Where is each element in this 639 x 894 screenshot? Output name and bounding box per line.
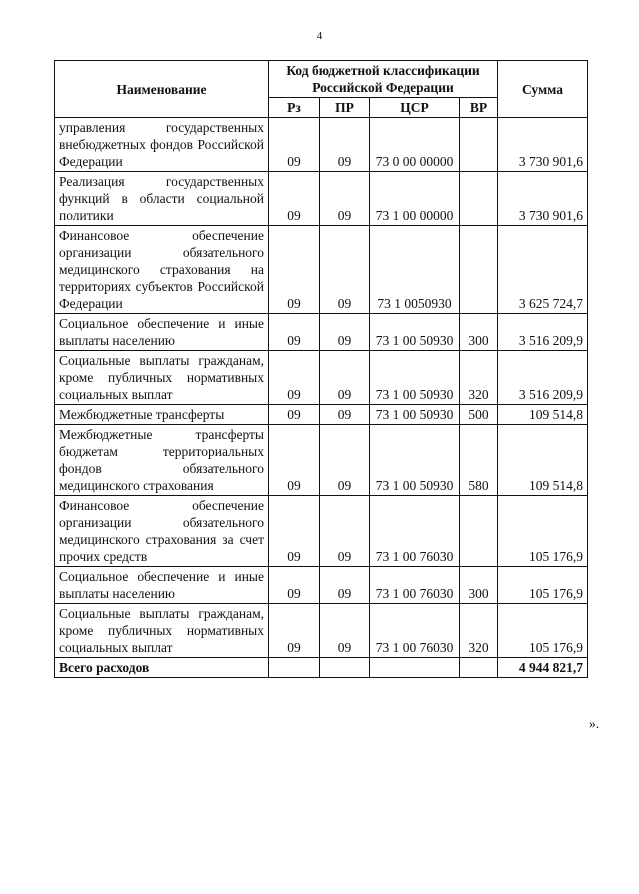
row-vr-cell: 300 <box>460 314 498 351</box>
table-row <box>55 604 588 658</box>
row-csr-cell: 73 1 00 76030 <box>370 604 460 658</box>
row-pr-cell: 09 <box>320 351 370 405</box>
table-row <box>55 567 588 604</box>
table-row <box>55 496 588 567</box>
row-name-cell: Социальные выплаты гражданам, кроме публичных нормативных социальных выплат <box>55 351 269 405</box>
total-empty-cell <box>320 658 370 678</box>
row-sum-cell: 3 516 209,9 <box>498 351 588 405</box>
row-pr-cell: 09 <box>320 425 370 496</box>
row-pr-cell: 09 <box>320 405 370 425</box>
row-vr-cell: 320 <box>460 604 498 658</box>
row-rz-cell: 09 <box>269 405 320 425</box>
row-csr-cell: 73 0 00 00000 <box>370 118 460 172</box>
header-code-group: Код бюджетной классификации Российской Федерации <box>269 61 498 98</box>
row-pr-cell: 09 <box>320 604 370 658</box>
table-row <box>55 172 588 226</box>
row-name-cell: Межбюджетные трансферты <box>55 405 269 425</box>
row-rz-cell: 09 <box>269 314 320 351</box>
header-pr: ПР <box>320 98 370 118</box>
row-rz-cell: 09 <box>269 604 320 658</box>
total-empty-cell <box>269 658 320 678</box>
row-name-cell: управления государственных внебюджетных фондов Российской Федерации <box>55 118 269 172</box>
row-vr-cell <box>460 496 498 567</box>
row-csr-cell: 73 1 0050930 <box>370 226 460 314</box>
row-vr-cell: 580 <box>460 425 498 496</box>
row-csr-cell: 73 1 00 00000 <box>370 172 460 226</box>
table-row <box>55 314 588 351</box>
row-name-cell: Финансовое обеспечение организации обязательного медицинского страхования на территориях субъектов Российской Федерации <box>55 226 269 314</box>
row-vr-cell <box>460 118 498 172</box>
budget-table <box>54 60 588 678</box>
row-sum-cell: 3 516 209,9 <box>498 314 588 351</box>
row-rz-cell: 09 <box>269 172 320 226</box>
row-sum-cell: 3 625 724,7 <box>498 226 588 314</box>
row-csr-cell: 73 1 00 76030 <box>370 567 460 604</box>
closing-quote: ». <box>589 716 600 731</box>
row-pr-cell: 09 <box>320 172 370 226</box>
row-sum-cell: 105 176,9 <box>498 567 588 604</box>
row-name-cell: Социальные выплаты гражданам, кроме публичных нормативных социальных выплат <box>55 604 269 658</box>
table-row <box>55 351 588 405</box>
total-row <box>55 658 588 678</box>
row-sum-cell: 3 730 901,6 <box>498 118 588 172</box>
row-name-cell: Социальное обеспечение и иные выплаты населению <box>55 314 269 351</box>
row-vr-cell: 500 <box>460 405 498 425</box>
row-csr-cell: 73 1 00 50930 <box>370 314 460 351</box>
row-rz-cell: 09 <box>269 425 320 496</box>
row-rz-cell: 09 <box>269 118 320 172</box>
header-csr: ЦСР <box>370 98 460 118</box>
row-csr-cell: 73 1 00 50930 <box>370 425 460 496</box>
table-row <box>55 405 588 425</box>
table-body <box>55 118 588 678</box>
header-sum: Сумма <box>498 61 588 118</box>
row-name-cell: Финансовое обеспечение организации обязательного медицинского страхования за счет прочих средств <box>55 496 269 567</box>
row-vr-cell <box>460 226 498 314</box>
row-vr-cell <box>460 172 498 226</box>
table-header-row <box>55 61 588 98</box>
row-sum-cell: 3 730 901,6 <box>498 172 588 226</box>
row-name-cell: Реализация государственных функций в области социальной политики <box>55 172 269 226</box>
row-csr-cell: 73 1 00 76030 <box>370 496 460 567</box>
row-rz-cell: 09 <box>269 567 320 604</box>
total-sum: 4 944 821,7 <box>498 658 588 678</box>
header-vr: ВР <box>460 98 498 118</box>
row-pr-cell: 09 <box>320 496 370 567</box>
row-rz-cell: 09 <box>269 226 320 314</box>
row-pr-cell: 09 <box>320 118 370 172</box>
row-csr-cell: 73 1 00 50930 <box>370 351 460 405</box>
header-name: Наименование <box>55 61 269 118</box>
row-sum-cell: 105 176,9 <box>498 604 588 658</box>
row-pr-cell: 09 <box>320 567 370 604</box>
row-name-cell: Межбюджетные трансферты бюджетам территориальных фондов обязательного медицинского страхования <box>55 425 269 496</box>
row-sum-cell: 105 176,9 <box>498 496 588 567</box>
total-empty-cell <box>460 658 498 678</box>
page-number: 4 <box>316 30 323 42</box>
table-row <box>55 425 588 496</box>
row-rz-cell: 09 <box>269 351 320 405</box>
row-name-cell: Социальное обеспечение и иные выплаты населению <box>55 567 269 604</box>
row-sum-cell: 109 514,8 <box>498 405 588 425</box>
row-pr-cell: 09 <box>320 314 370 351</box>
total-label: Всего расходов <box>55 658 269 678</box>
total-empty-cell <box>370 658 460 678</box>
row-vr-cell: 320 <box>460 351 498 405</box>
row-pr-cell: 09 <box>320 226 370 314</box>
table-row <box>55 118 588 172</box>
row-sum-cell: 109 514,8 <box>498 425 588 496</box>
row-csr-cell: 73 1 00 50930 <box>370 405 460 425</box>
header-rz: Рз <box>269 98 320 118</box>
row-rz-cell: 09 <box>269 496 320 567</box>
table-row <box>55 226 588 314</box>
row-vr-cell: 300 <box>460 567 498 604</box>
